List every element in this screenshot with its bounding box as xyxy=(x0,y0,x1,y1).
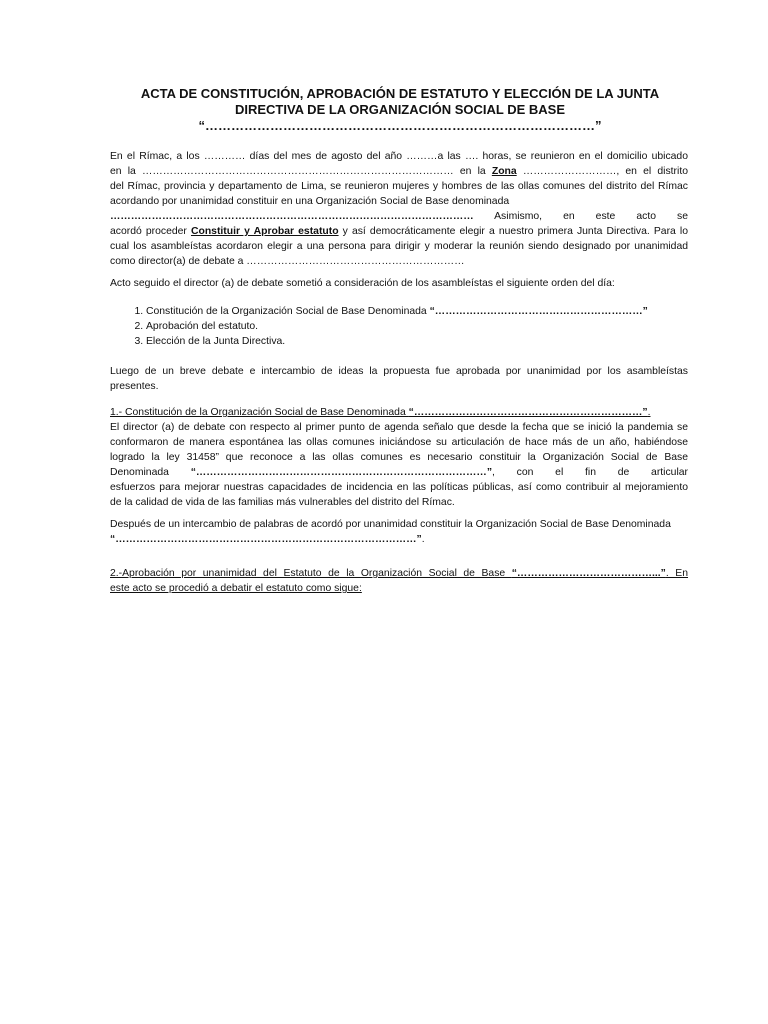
opening-line-7: cual los asambleístas acordaron elegir a una persona para dirigir y moderar la reunión siendo designado por unanimidad xyxy=(110,241,688,252)
section-1-line-5: esfuerzos para mejorar nuestras capacidades de incidencia en las políticas públicas, así como contribuir al mejoramiento xyxy=(110,482,688,493)
agenda-item-1: 1. Constitución de la Organización Social de Base Denominada “……………………………………………………” xyxy=(146,304,706,319)
agenda-list xyxy=(110,304,706,349)
opening-paragraph xyxy=(110,149,688,269)
title-line-3: “………………………………………………………………………………” xyxy=(198,118,602,133)
zona-label: Zona xyxy=(491,166,517,177)
agenda-item-2: 2. Aprobación del estatuto. xyxy=(146,319,706,334)
document-title xyxy=(110,86,690,134)
section-1 xyxy=(110,405,688,510)
section-2-line-2: este acto se procedió a debatir el estatuto como sigue: xyxy=(110,583,362,594)
opening-line-5: …………………………………………………………………………………………… Asimismo, en este acto se xyxy=(110,211,688,222)
title-line-1: ACTA DE CONSTITUCIÓN, APROBACIÓN DE ESTATUTO Y ELECCIÓN DE LA JUNTA xyxy=(140,86,660,101)
section-2-line-1: 2.-Aprobación por unanimidad del Estatuto de la Organización Social de Base “…………………………………...”. En xyxy=(110,568,689,579)
section-1-line-2: conformaron de manera espontánea las ollas comunes iniciándose su articulación de hace más de un año, habiéndose xyxy=(110,437,688,448)
section-1-line-4: Denominada “…………………………………………………………………………”, con el fin de articular xyxy=(110,467,689,478)
section-1-line-6: de la calidad de vida de las familias más vulnerables del distrito del Rímac. xyxy=(110,497,455,508)
decision-line-2: “……………………………………………………………………………”. xyxy=(110,534,425,545)
section-1-heading: 1.- Constitución de la Organización Social de Base Denominada “…………………………………………………………”. xyxy=(110,407,651,418)
opening-line-1: En el Rímac, a los ………… días del mes de agosto del año ………a las …. horas, se reunieron en el domicilio ubicado xyxy=(110,151,688,162)
approval-line-1: Luego de un breve debate e intercambio de ideas la propuesta fue aprobada por unanimidad por los asambleístas xyxy=(110,366,688,377)
approval-paragraph xyxy=(110,364,688,394)
constituir-label: Constituir y Aprobar estatuto xyxy=(190,226,339,237)
opening-line-6: acordó proceder Constituir y Aprobar estatuto y así democráticamente elegir a nuestro primera Junta Directiva. Para lo xyxy=(110,226,688,237)
section-1-line-1: El director (a) de debate con respecto al primer punto de agenda señalo que desde la fecha que se inició la pandemia se xyxy=(110,422,688,433)
decision-line-1: Después de un intercambio de palabras de acordó por unanimidad constituir la Organización Social de Base Denominada xyxy=(110,519,671,530)
section-2 xyxy=(110,566,688,596)
agenda-intro: Acto seguido el director (a) de debate sometió a consideración de los asambleístas el siguiente orden del día: xyxy=(110,278,615,289)
opening-line-2: en la ……………………………………………………………………………… en la Zona ………………………, en el distrito xyxy=(110,166,688,177)
opening-line-4: acordando por unanimidad constituir en una Organización Social de Base denominada xyxy=(110,196,510,207)
opening-line-8: como director(a) de debate a ……………………………………………………… xyxy=(110,256,465,267)
approval-line-2: presentes. xyxy=(110,381,159,392)
opening-line-3: del Rímac, provincia y departamento de Lima, se reunieron mujeres y hombres de las ollas comunes del distrito del Rímac xyxy=(110,181,688,192)
title-line-2: DIRECTIVA DE LA ORGANIZACIÓN SOCIAL DE BASE xyxy=(234,102,566,117)
agenda-item-3: 3. Elección de la Junta Directiva. xyxy=(146,334,706,349)
section-1-line-3: logrado la ley 31458” que reconoce a las ollas comunes es necesario constituir la Organización Social de Base xyxy=(110,452,688,463)
decision-paragraph xyxy=(110,517,688,547)
